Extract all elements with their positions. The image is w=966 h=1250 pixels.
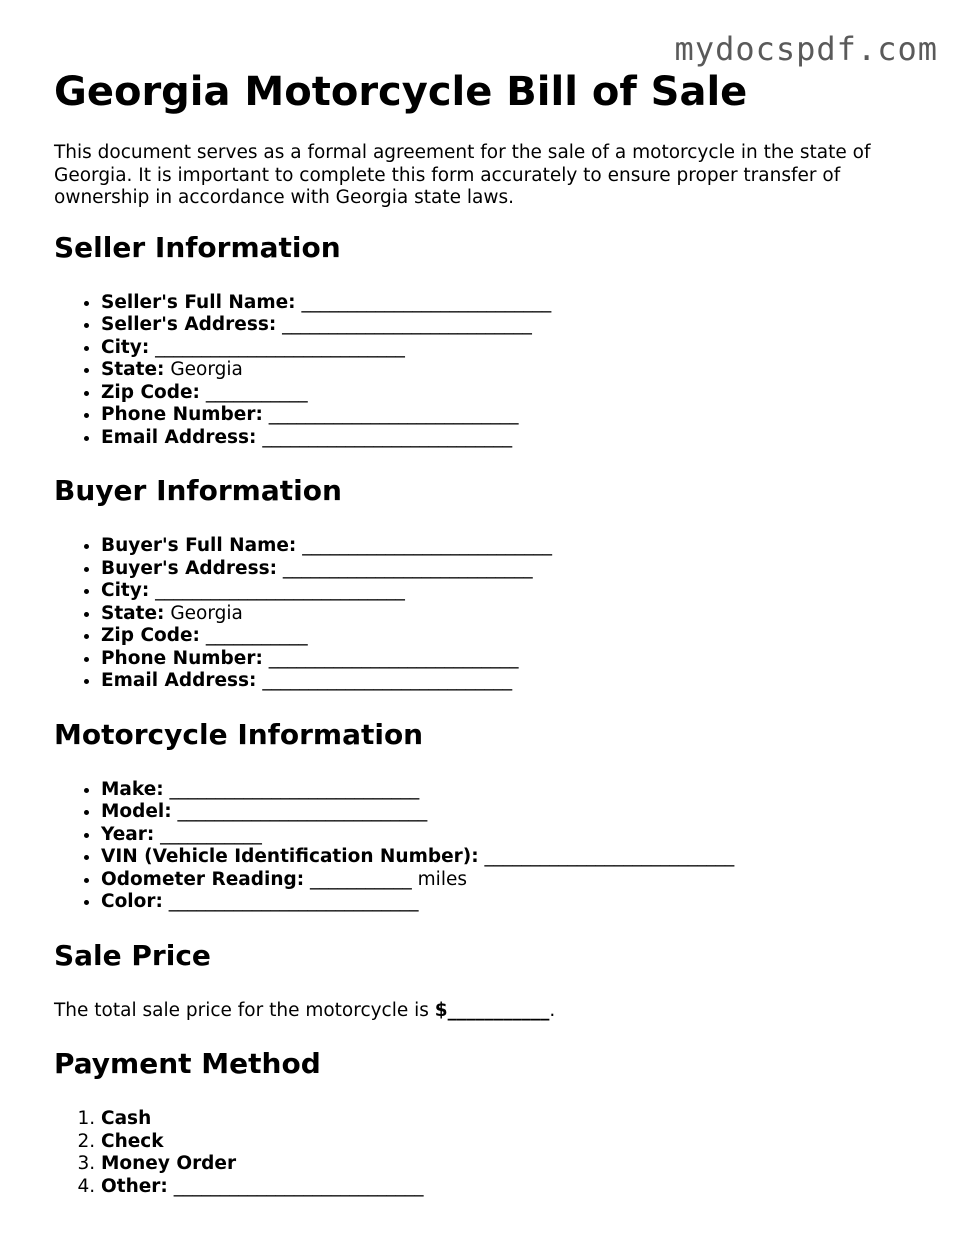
page-title: Georgia Motorcycle Bill of Sale (54, 69, 748, 115)
list-item (101, 337, 914, 360)
field-label: State: (101, 602, 165, 624)
motorcycle-heading: Motorcycle Information (54, 717, 424, 751)
field-value: ___________________________ (484, 846, 735, 867)
list-item (101, 869, 914, 892)
list-item (101, 1131, 914, 1154)
sale-price-amount: $___________ (434, 999, 550, 1021)
watermark: mydocspdf.com (674, 30, 938, 68)
field-label: Make: (101, 778, 164, 800)
list-item (101, 404, 914, 427)
seller-list (54, 292, 914, 450)
list-item (101, 427, 914, 450)
list-item (101, 801, 914, 824)
field-label: VIN (Vehicle Identification Number): (101, 846, 479, 867)
field-value: ___________________________ (262, 670, 513, 691)
document-body (54, 68, 914, 1222)
list-item (101, 846, 914, 869)
field-label: Phone Number: (101, 404, 263, 425)
field-label: Color: (101, 891, 163, 912)
intro-paragraph: This document serves as a formal agreement for the sale of a motorcycle in the state of Georgia. It is important to complete this form accurately to ensure proper transfer of ownership in accordance with Georgia state laws. (54, 142, 871, 208)
list-item (101, 382, 914, 405)
payment-option: Money Order (101, 1153, 237, 1174)
field-value: ___________________________ (268, 404, 519, 425)
list-item (101, 1176, 914, 1199)
payment-option: Check (101, 1130, 164, 1152)
field-value: ___________ (205, 625, 308, 646)
payment-heading: Payment Method (54, 1047, 321, 1080)
field-value: ___________________________ (302, 535, 552, 556)
field-label: City: (101, 336, 150, 358)
field-label: Zip Code: (101, 625, 200, 646)
field-label: Seller's Full Name: (101, 291, 296, 313)
field-value: ___________________________ (268, 647, 519, 669)
list-item (101, 580, 914, 603)
payment-option: Other: (101, 1175, 168, 1197)
field-value: ___________________________ (173, 1175, 424, 1197)
list-item (101, 1108, 914, 1131)
list-item (101, 603, 914, 626)
motorcycle-list (54, 779, 914, 914)
field-value: Georgia (170, 602, 243, 624)
list-item (101, 314, 914, 337)
list-item (101, 1153, 914, 1176)
list-item (101, 625, 914, 648)
list-item (101, 891, 914, 914)
field-value: ___________ (160, 823, 262, 845)
field-label: Model: (101, 801, 172, 822)
field-label: Buyer's Full Name: (101, 535, 297, 556)
field-label: Seller's Address: (101, 314, 277, 335)
field-value: ___________________________ (155, 336, 405, 358)
field-label: City: (101, 580, 150, 601)
list-item (101, 535, 914, 558)
field-value: ___________________________ (282, 557, 533, 579)
list-item (101, 359, 914, 382)
field-value: ___________________________ (155, 580, 405, 601)
field-label: State: (101, 359, 165, 380)
field-value: ___________ (205, 381, 308, 403)
buyer-heading: Buyer Information (54, 474, 342, 507)
payment-option: Cash (101, 1108, 152, 1129)
field-value: ___________________________ (282, 314, 532, 335)
field-label: Email Address: (101, 426, 257, 448)
field-label: Phone Number: (101, 647, 263, 669)
field-label: Year: (101, 823, 155, 845)
field-value: Georgia (170, 359, 243, 380)
list-item (101, 670, 914, 693)
field-value: ___________________________ (168, 891, 419, 912)
seller-heading: Seller Information (54, 230, 341, 264)
field-value: ___________________________ (177, 801, 428, 822)
list-item (101, 292, 914, 315)
field-value: ___________________________ (262, 426, 513, 448)
field-label: Buyer's Address: (101, 557, 278, 579)
field-value: ___________ miles (310, 868, 467, 890)
sale-price-end: . (549, 999, 556, 1021)
list-item (101, 779, 914, 802)
field-label: Email Address: (101, 670, 257, 691)
sale-price-text (54, 1000, 914, 1023)
field-value: ___________________________ (301, 291, 552, 313)
field-label: Odometer Reading: (101, 868, 305, 890)
sale-price-sentence: The total sale price for the motorcycle is (54, 999, 435, 1021)
list-item (101, 648, 914, 671)
list-item (101, 558, 914, 581)
sale-price-heading: Sale Price (54, 938, 211, 972)
payment-list (54, 1108, 914, 1198)
list-item (101, 824, 914, 847)
field-value: ___________________________ (169, 778, 420, 800)
field-label: Zip Code: (101, 381, 200, 403)
buyer-list (54, 535, 914, 693)
